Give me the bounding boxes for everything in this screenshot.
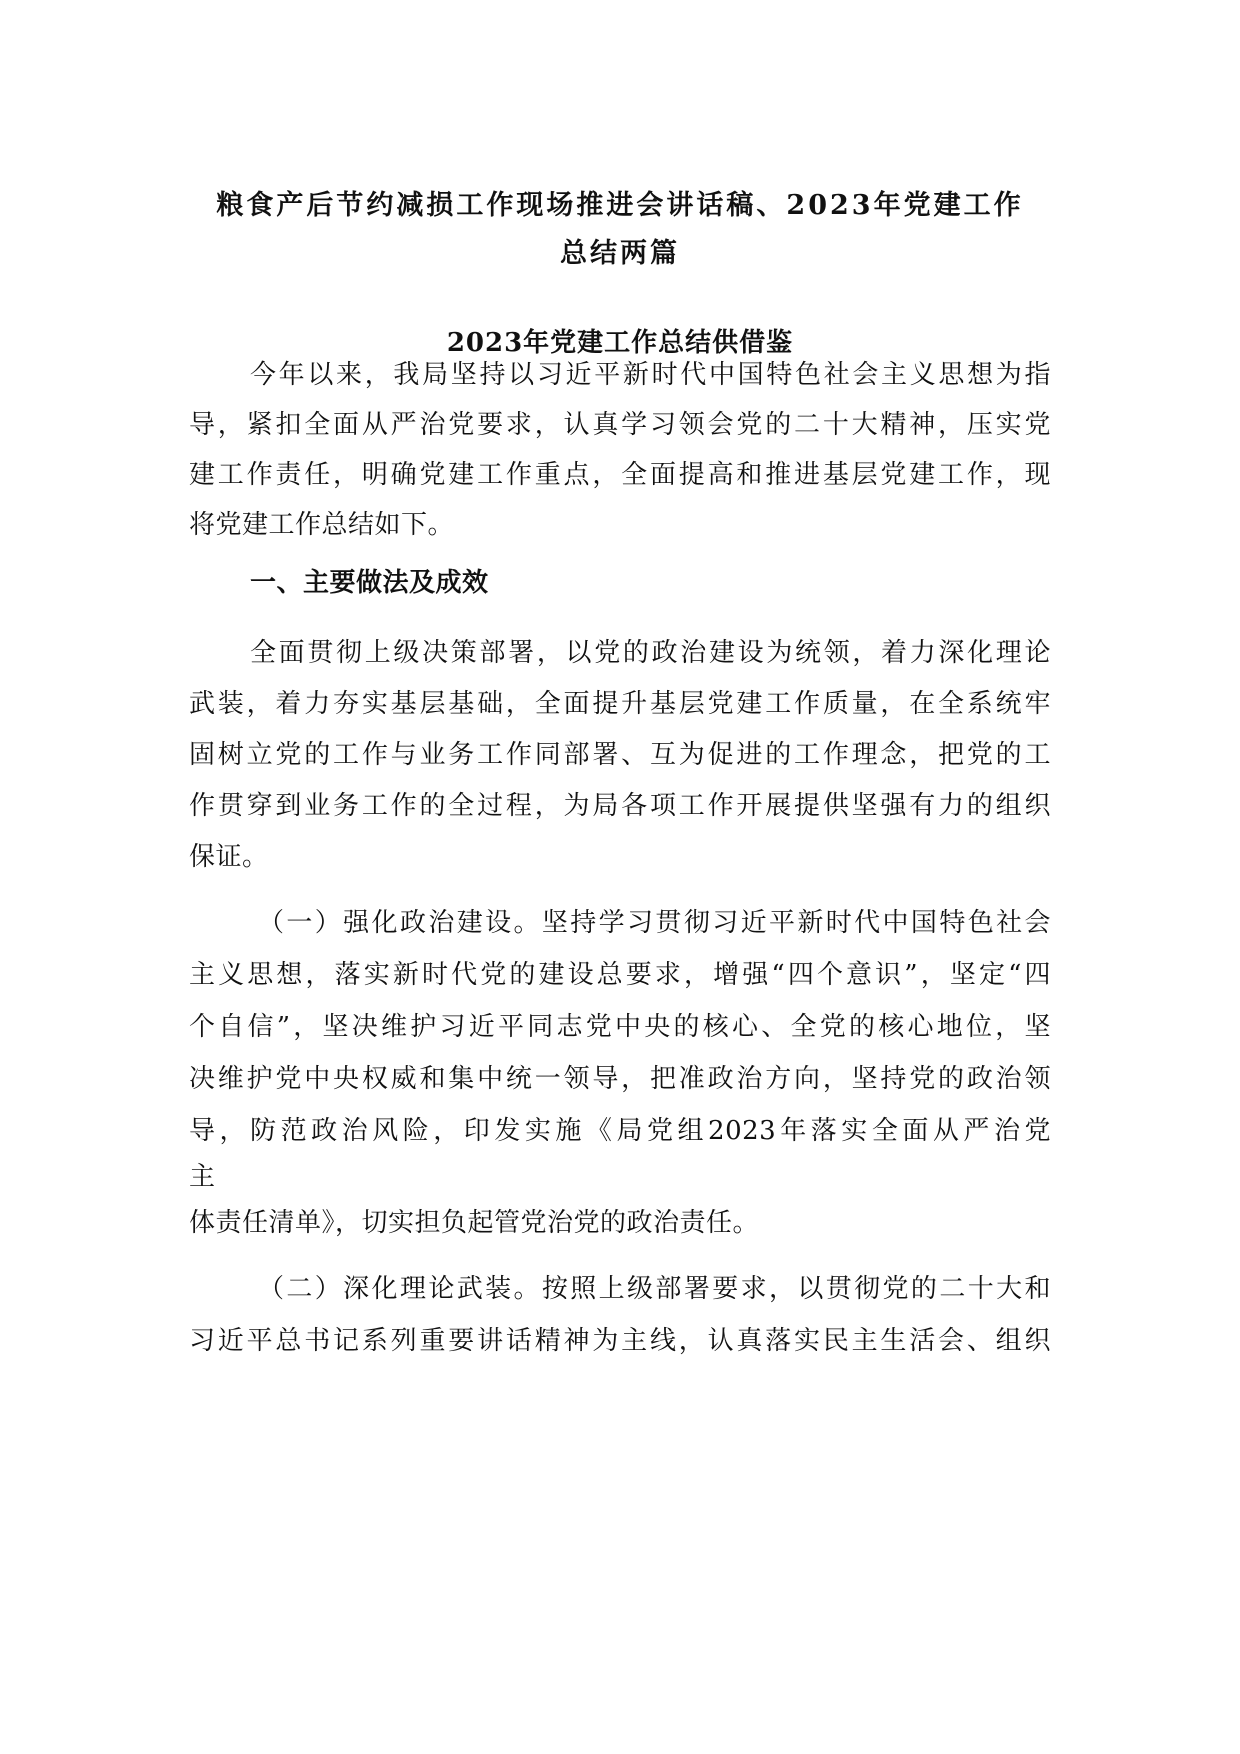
item-2-line-2: 习近平总书记系列重要讲话精神为主线，认真落实民主生活会、组织 [189,1326,1051,1356]
intro-line-2: 导，紧扣全面从严治党要求，认真学习领会党的二十大精神，压实党 [189,410,1051,440]
intro-line-4: 将党建工作总结如下。 [189,510,455,540]
section-1-line-4: 作贯穿到业务工作的全过程，为局各项工作开展提供坚强有力的组织 [189,791,1051,821]
item-1-line-2: 主义思想，落实新时代党的建设总要求，增强“四个意识”，坚定“四 [189,960,1051,990]
item-1-line-3: 个自信”，坚决维护习近平同志党中央的核心、全党的核心地位，坚 [189,1012,1051,1042]
document-title-line-2: 总结两篇 [560,238,680,269]
item-2-line-1: （二）深化理论武装。按照上级部署要求，以贯彻党的二十大和 [258,1274,1051,1304]
document-subtitle: 2023年党建工作总结供借鉴 [446,328,794,358]
item-1-line-6: 主 [189,1162,216,1192]
item-1-line-5: 导，防范政治风险，印发实施《局党组2023年落实全面从严治党 [189,1116,1051,1146]
intro-line-1: 今年以来，我局坚持以习近平新时代中国特色社会主义思想为指 [250,360,1051,390]
item-1-line-4: 决维护党中央权威和集中统一领导，把准政治方向，坚持党的政治领 [189,1064,1051,1094]
section-1-heading: 一、主要做法及成效 [250,568,489,598]
section-1-line-1: 全面贯彻上级决策部署，以党的政治建设为统领，着力深化理论 [250,638,1051,668]
section-1-line-3: 固树立党的工作与业务工作同部署、互为促进的工作理念，把党的工 [189,740,1051,770]
item-1-line-1: （一）强化政治建设。坚持学习贯彻习近平新时代中国特色社会 [258,908,1051,938]
section-1-line-2: 武装，着力夯实基层基础，全面提升基层党建工作质量，在全系统牢 [189,689,1051,719]
section-1-line-5: 保证。 [189,842,269,872]
item-1-line-7: 体责任清单》，切实担负起管党治党的政治责任。 [189,1208,760,1238]
intro-line-3: 建工作责任，明确党建工作重点，全面提高和推进基层党建工作，现 [189,460,1051,490]
document-title-line-1: 粮食产后节约减损工作现场推进会讲话稿、2023年党建工作 [216,190,1024,221]
